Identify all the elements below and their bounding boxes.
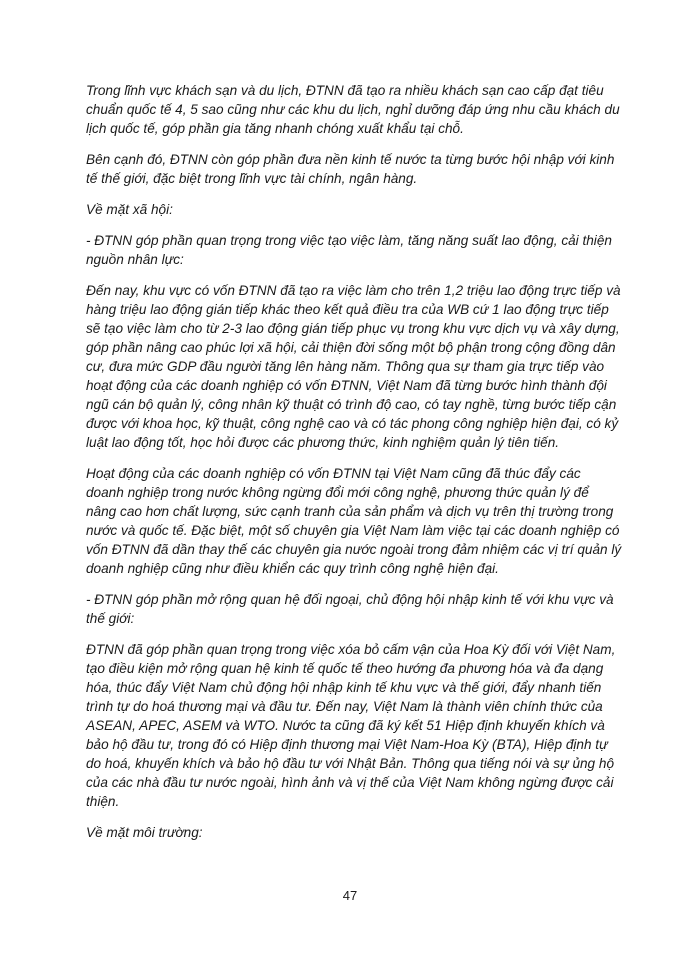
bullet-foreign-relations: - ĐTNN góp phần mở rộng quan hệ đối ngoại, chủ động hội nhập kinh tế với khu vực và thế giới:: [86, 592, 614, 626]
paragraph-employment-detail: Đến nay, khu vực có vốn ĐTNN đã tạo ra việc làm cho trên 1,2 triệu lao động trực tiếp và hàng triệu lao động gián tiếp khác theo kết quả điều tra của WB cứ 1 lao động trực tiếp sẽ tạo việc làm cho từ 2-3 lao động gián tiếp phục vụ trong khu vực dịch vụ và xây dựng, góp phần nâng cao phúc lợi xã hội, cải thiện đời sống một bộ phận trong cộng đồng dân cư, đưa mức GDP đầu người tăng lên hàng năm. Thông qua sự tham gia trực tiếp vào hoạt động của các doanh nghiệp có vốn ĐTNN, Việt Nam đã từng bước hình thành đội ngũ cán bộ quản lý, công nhân kỹ thuật có trình độ cao, có tay nghề, từng bước tiếp cận được với khoa học, kỹ thuật, công nghệ cao và có tác phong công nghiệp hiện đại, có kỷ luật lao động tốt, học hỏi được các phương thức, kinh nghiệm quản lý tiên tiến.: [86, 283, 621, 450]
paragraph-foreign-relations-detail: ĐTNN đã góp phần quan trọng trong việc xóa bỏ cấm vận của Hoa Kỳ đối với Việt Nam, tạo điều kiện mở rộng quan hệ kinh tế quốc tế theo hướng đa phương hóa và đa dạng hóa, thúc đẩy Việt Nam chủ động hội nhập kinh tế khu vực và thế giới, đẩy nhanh tiến trình tự do hoá thương mại và đầu tư. Đến nay, Việt Nam là thành viên chính thức của ASEAN, APEC, ASEM và WTO. Nước ta cũng đã ký kết 51 Hiệp định khuyến khích và bảo hộ đầu tư, trong đó có Hiệp định thương mại Việt Nam-Hoa Kỳ (BTA), Hiệp định tự do hoá, khuyến khích và bảo hộ đầu tư với Nhật Bản. Thông qua tiếng nói và sự ủng hộ của các nhà đầu tư nước ngoài, hình ảnh và vị thế của Việt Nam không ngừng được cải thiện.: [86, 642, 616, 809]
section-heading-social: Về mặt xã hội:: [86, 202, 173, 217]
page-number: 47: [342, 888, 358, 903]
paragraph-hotel-tourism: Trong lĩnh vực khách sạn và du lịch, ĐTNN đã tạo ra nhiều khách sạn cao cấp đạt tiêu chuẩn quốc tế 4, 5 sao cũng như các khu du lịch, nghỉ dưỡng đáp ứng nhu cầu khách du lịch quốc tế, góp phần gia tăng nhanh chóng xuất khẩu tại chỗ.: [86, 83, 620, 136]
page-body: [86, 81, 622, 854]
paragraph-economic-integration: Bên cạnh đó, ĐTNN còn góp phần đưa nền kinh tế nước ta từng bước hội nhập với kinh tế thế giới, đặc biệt trong lĩnh vực tài chính, ngân hàng.: [86, 152, 615, 186]
bullet-employment: - ĐTNN góp phần quan trọng trong việc tạo việc làm, tăng năng suất lao động, cải thiện nguồn nhân lực:: [86, 233, 612, 267]
paragraph-domestic-enterprises: Hoạt động của các doanh nghiệp có vốn ĐTNN tại Việt Nam cũng đã thúc đẩy các doanh nghiệp trong nước không ngừng đổi mới công nghệ, phương thức quản lý để nâng cao hơn chất lượng, sức cạnh tranh của sản phẩm và dịch vụ trên thị trường trong nước và quốc tế. Đặc biệt, một số chuyên gia Việt Nam làm việc tại các doanh nghiệp có vốn ĐTNN đã dần thay thế các chuyên gia nước ngoài trong đảm nhiệm các vị trí quản lý doanh nghiệp cũng như điều khiển các quy trình công nghệ hiện đại.: [86, 466, 622, 576]
section-heading-environment: Về mặt môi trường:: [86, 825, 203, 840]
